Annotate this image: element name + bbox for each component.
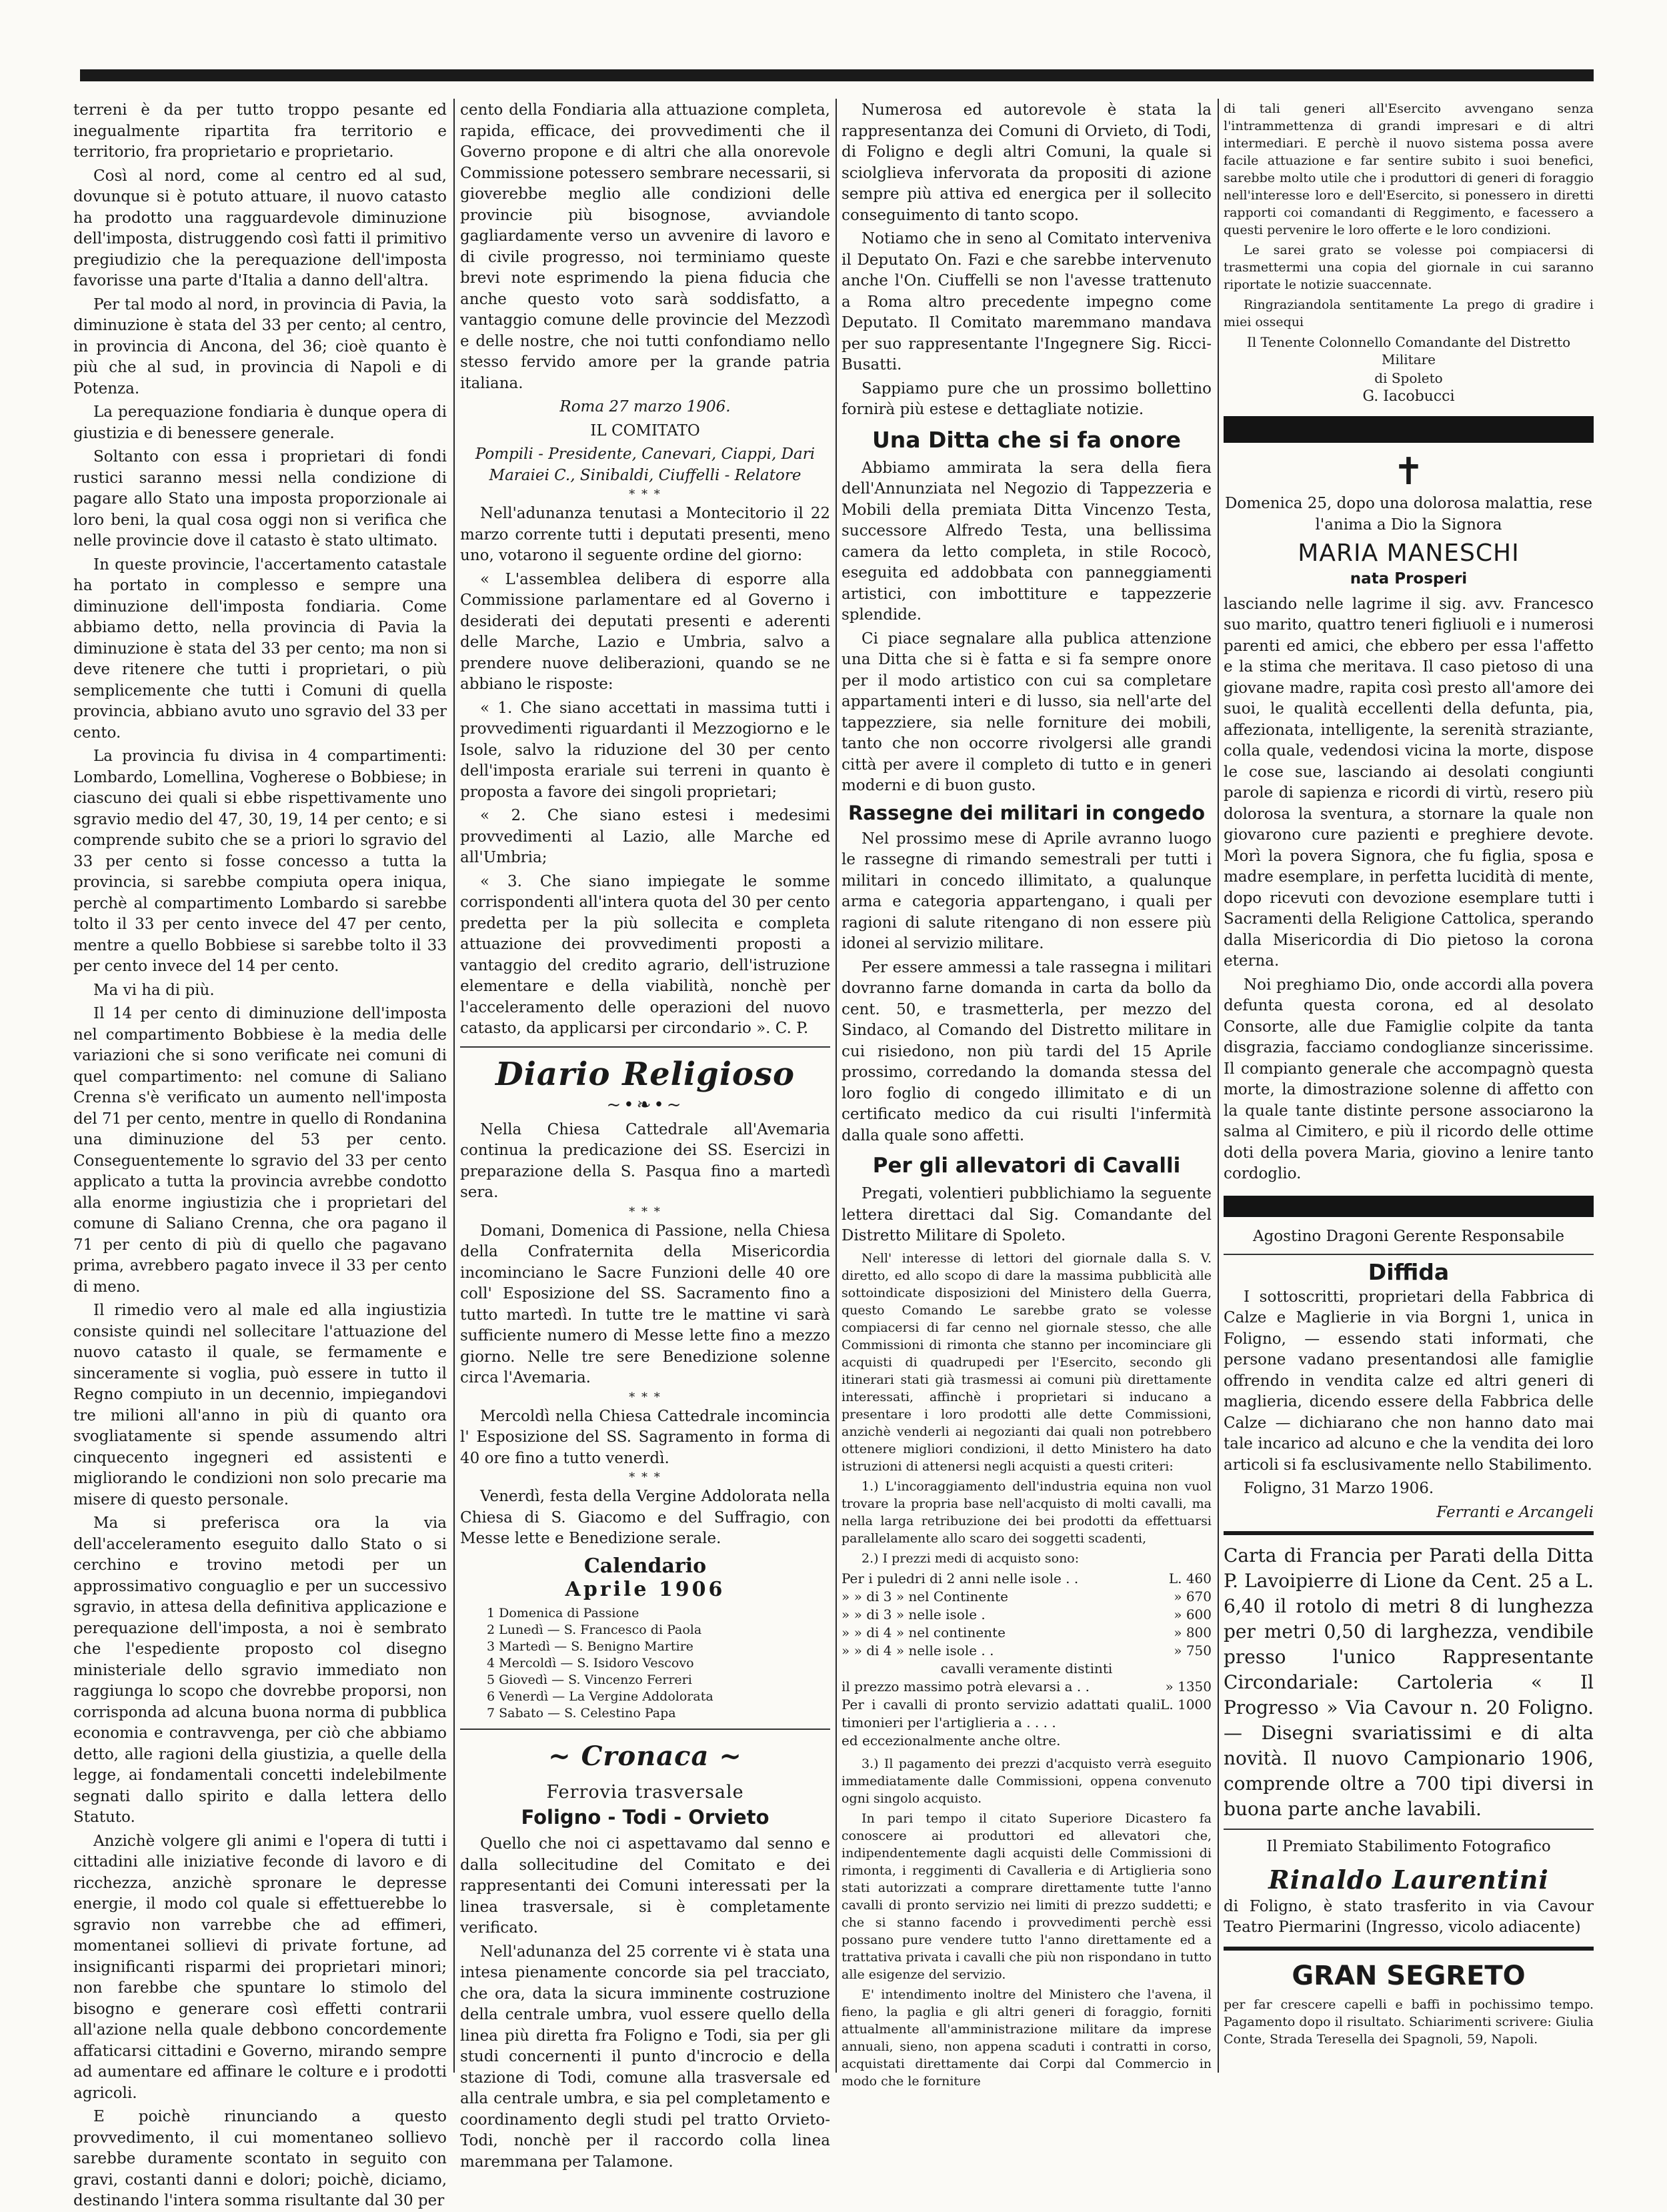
paragraph: Ma si preferisca ora la via dell'acceleramento eseguito dallo Stato o si cerchino e trovino metodi per un approssimativo conguaglio e per un successivo sgravio, in attesa della definitiva applicazione e perequazione dell'imposta, a noi è sembrato che l'espediente proposto col disegno ministeriale dello sgravio immediato non raggiunga lo scopo che dovrebbe proporsi, non corrisponda ad alcuna buona norma di pubblica economia e contravvenga, per ciò che abbiamo detto, alle ragioni della giustizia, a quelle della legge, ai fondamentali concetti indelebilmente segnati dallo spirito e dalla lettera dello Statuto. [73, 1514, 447, 1826]
committee-members: Pompili - Presidente, Canevari, Ciappi, Dari Maraiei C., Sinibaldi, Ciuffelli - Relatore [475, 445, 815, 484]
list-item: 2 Lunedì — S. Francesco di Paola [487, 1622, 702, 1637]
paragraph: Pregati, volentieri pubblichiamo la seguente lettera direttaci dal Sig. Comandante del Distretto Militare di Spoleto. [842, 1185, 1212, 1244]
list-item: 4 Mercoldì — S. Isidoro Vescovo [487, 1656, 694, 1671]
paragraph: « L'assemblea delibera di esporre alla Commissione parlamentare ed al Governo i desiderati dei deputati presenti e aderenti delle Marche, Lazio e Umbria, salvo a prendere nuove deliberazioni, quando se ne abbiano le risposte: [460, 570, 830, 693]
paragraph: 3.) Il pagamento dei prezzi d'acquisto verrà eseguito immediatamente dalle Commissioni, oppena convenuto ogni singolo acquisto. [842, 1756, 1212, 1806]
paragraph: Anzichè volgere gli animi e l'opera di tutti i cittadini alle iniziative feconde di lavoro e di ricchezza, anzichè spronare le depresse energie, il modo col quale si effettuerebbe lo sgravio non varrebbe che ad effimeri, momentanei sollievi di private fortune, ad insignificanti risparmi dei proprietari minori; non farebbe che spuntare lo stimolo del bisogno e generare così effetti contrarii all'azione nella quale debbono concordemente affaticarsi cittadini e Governo, mirando sempre ad aumentare ed affinare le colture e i prodotti agricoli. [73, 1832, 447, 2102]
paragraph: Nell'adunanza tenutasi a Montecitorio il 22 marzo corrente tutti i deputati presenti, meno uno, votarono il seguente ordine del giorno: [460, 505, 830, 564]
paragraph: 2.) I prezzi medi di acquisto sono: [862, 1550, 1080, 1566]
diario-heading: Diario Religioso [495, 1055, 795, 1093]
table-row [842, 1732, 1212, 1750]
table-cell: » » di 4 » nelle isole . . [842, 1642, 994, 1658]
price-table [842, 1570, 1212, 1750]
paragraph: Quello che noi ci aspettavamo dal senno e dalla sollecitudine del Comitato e dei rappresentanti dei Comuni interessati per la linea trasversale, si è completamente verificato. [460, 1835, 830, 1937]
separator-stars: * * * [629, 1390, 661, 1404]
paragraph: Per tal modo al nord, in provincia di Pavia, la diminuzione è stata del 33 per cento; al centro, in provincia di Ancona, del 36; cioè quanto è più che al sud, in provincia di Napoli e di Potenza. [73, 295, 447, 397]
gran-segreto-heading: GRAN SEGRETO [1292, 1960, 1526, 1991]
list-item: 1 Domenica di Passione [487, 1606, 639, 1620]
foto-line2: di Foligno, è stato trasferito in via Cavour Teatro Piermarini (Ingresso, vicolo adiacente) [1224, 1897, 1594, 1936]
calendar-list [487, 1605, 830, 1722]
signature-place: di Spoleto [1374, 370, 1443, 386]
paragraph: Così al nord, come al centro ed al sud, dovunque si è potuto attuare, il nuovo catasto ha prodotto una ragguardevole diminuzione dell'imposta, distruggendo così fatti il primitivo pregiudizio che la perequazione dell'imposta favorisse una parte d'Italia a danno dell'altra. [73, 167, 447, 289]
paragraph: La perequazione fondiaria è dunque opera di giustizia e di benessere generale. [73, 403, 447, 442]
table-row [842, 1678, 1212, 1696]
top-rule [80, 69, 1594, 81]
committee-heading: IL COMITATO [590, 421, 700, 439]
divider [1224, 1829, 1594, 1830]
table-cell: L. 1000 [1160, 1696, 1212, 1713]
paragraph: Nel prossimo mese di Aprile avranno luogo le rassegne di rimando semestrali per tutti i militari in concedo illimitato, a qualunque arma e categoria appartengano, i quali per ragioni di salute ritengano di non essere più idonei al servizio militare. [842, 830, 1212, 952]
paragraph: Nell' interesse di lettori del giornale dalla S. V. diretto, ed allo scopo di dare la massima pubblicità alle sottoindicate disposizioni del Ministero della Guerra, questo Comando Le sarebbe grato se volesse compiacersi di far cenno nel giornale stesso, che alle Commissioni di rimonta che stanno per incominciare gli acquisti di quadrupedi per l'Esercito, secondo gli itinerari stati già trasmessi ai comuni più direttamente interessati, affinchè i proprietari si inducano a presentare i loro prodotti alle dette Commissioni, anzichè venderli ai negozianti dai quali non potrebbero ottenere migliori condizioni, il detto Ministero ha dato istruzioni di attenersi negli acquisti a questi criteri: [842, 1250, 1212, 1474]
divider [1224, 1531, 1594, 1535]
paragraph: E' intendimento inoltre del Ministero che l'avena, il fieno, la paglia e gli altri generi di foraggio, forniti attualmente all'amministrazione militare da imprese annuali, sieno, non appena scaduti i contratti in corso, acquistati direttamente dai Corpi dal Commercio in modo che le forniture [842, 1987, 1212, 2089]
paragraph: Per essere ammessi a tale rassegna i militari dovranno farne domanda in carta da bollo da cent. 50, e trasmetterla, per mezzo del Sindaco, al Comando del Distretto militare in cui risiedono, non più tardi del 15 Aprile prossimo, corredando la domanda stessa del loro foglio di congedo illimitato e di un certificato medico da cui risulti l'infermità dalla quale sono affetti. [842, 958, 1212, 1144]
paragraph: Notiamo che in seno al Comitato interveniva il Deputato On. Fazi e che sarebbe intervenuto anche l'On. Ciuffelli se non l'avesse trattenuto a Roma altro precedente impegno come Deputato. Il Comitato maremmano mandava per suo rappresentante l'Ingegnere Sig. Ricci-Busatti. [842, 230, 1212, 373]
column-2 [460, 100, 830, 2171]
paragraph: « 2. Che siano estesi i medesimi provvedimenti al Lazio, alle Marche ed all'Umbria; [460, 807, 830, 866]
cross-icon: ✝ [1393, 450, 1424, 493]
column-divider [1218, 99, 1219, 2073]
paragraph: « 3. Che siano impiegate le somme corrispondenti all'intera quota del 30 per cento predetta per la più sollecita e completa attuazione dei provvedimenti proposti a vantaggio del credito agrario, dell'istruzione elementare e della viabilità, nonchè per l'acceleramento delle operazioni del nuovo catasto, da applicarsi per circondario ». C. P. [460, 872, 830, 1037]
table-row [842, 1570, 1212, 1588]
foto-name: Rinaldo Laurentini [1268, 1864, 1549, 1895]
column-1 [73, 100, 447, 2209]
list-item: 7 Sabato — S. Celestino Papa [487, 1706, 676, 1721]
table-cell: » 800 [1174, 1624, 1212, 1640]
mourning-bar [1224, 1196, 1594, 1217]
diffida-heading: Diffida [1368, 1259, 1450, 1285]
paragraph: Il 14 per cento di diminuzione dell'imposta nel compartimento Bobbiese è la media delle variazioni che si sono verificate nei comuni di quel compartimento: nel comune di Saliano Crenna s'è verificato un aumento nell'imposta del 71 per cento, mentre in quello di Rondanina una diminuzione del 53 per cento. Conseguentemente lo sgravio del 33 per cento applicato a tutta la provincia avrebbe condotto alla enorme ingiustizia che i proprietari del comune di Saliano Crenna, che ora pagano il 71 per cento di più di quello che pagavano prima, avrebbero pagato invece il 33 per cento di meno. [73, 1005, 447, 1296]
paragraph: Le sarei grato se volesse poi compiacersi di trasmettermi una copia del giornale in cui saranno riportate le notizie suaccennate. [1224, 243, 1594, 292]
paragraph: Ma vi ha di più. [93, 981, 215, 999]
column-4 [1224, 100, 1594, 2101]
paragraph: Il rimedio vero al male ed alla ingiustizia consiste quindi nel sollecitare l'attuazione del nuovo catasto il quale, se fermamente e sinceramente si voglia, può essere in tutto il Regno compiuto in un decennio, impiegandovi tre milioni all'anno in più di quanto ora svogliatamente si spende assumendo altri cinquecento ingegneri ed assistenti e migliorando le condizioni non solo precarie ma misere di questo personale. [73, 1302, 447, 1508]
table-cell: » » di 4 » nel continente [842, 1624, 1006, 1640]
calendario-subheading: Aprile 1906 [565, 1577, 725, 1601]
paragraph: In queste provincie, l'accertamento catastale ha portato in complesso e sempre una diminuzione dell'imposta fondiaria. Come abbiamo detto, nella provincia di Pavia la diminuzione è stata del 33 per cento; ma non si deve ritenere che tutti i proprietari, o più semplicemente che tutti i Comuni di quella provincia, abbiano avuto uno sgravio del 33 per cento. [73, 556, 447, 742]
diffida-signers: Ferranti e Arcangeli [1436, 1503, 1594, 1521]
column-divider [453, 99, 455, 2073]
paragraph: « 1. Che siano accettati in massima tutti i provvedimenti riguardanti il Mezzogiorno e le Isole, salvo la riduzione del 30 per cento dell'imposta erariale sui terreni in quanto è proposta a favore dei singoli proprietari; [460, 699, 830, 801]
table-row [842, 1642, 1212, 1660]
cavalli-heading: Per gli allevatori di Cavalli [872, 1154, 1181, 1178]
signature-title: Il Tenente Colonnello Comandante del Distretto Militare [1246, 334, 1571, 367]
paragraph: lasciando nelle lagrime il sig. avv. Francesco suo marito, quattro teneri figliuoli e i numerosi parenti ed amici, che ebbero per essa l'affetto e la stima che meritava. Il caso pietoso di una giovane madre, rapita così presto all'amore dei suoi, le qualità eccellenti della defunta, pia, affezionata, intelligente, la serenità straziante, colla quale, vedendosi vicina la morte, dispose le cose sue, lasciando ai desolati congiunti parole di sapienza e ricordi di virtù, resero più dolorosa la sventura, a stornare la quale non giovarono cure pazienti e preghiere devote. Morì la povera Signora, che fu figlia, sposa e madre esemplare, in perfetta lucidità di mente, dopo ricevuti con devozione esemplare tutti i Sacramenti della Religione Cattolica, sperando dalla Misericordia di Dio pietoso la corona eterna. [1224, 595, 1594, 970]
paragraph: La provincia fu divisa in 4 compartimenti: Lombardo, Lomellina, Vogherese o Bobbiese; in ciascuno dei quali si ebbe rispettivamente uno sgravio medio del 47, 30, 19, 14 per cento; e si comprende subito che se a priori lo sgravio del 33 per cento si fosse concesso a tutta la provincia, si sarebbe compiuta opera iniqua, perchè al compartimento Lombardo si sarebbe tolto il 33 per cento invece del 47 per cento, mentre a quello Bobbiese si sarebbe tolto il 33 per cento invece del 14 per cento. [73, 748, 447, 975]
gerente-line: Agostino Dragoni Gerente Responsabile [1253, 1227, 1564, 1245]
paragraph: Nella Chiesa Cattedrale all'Avemaria continua la predicazione dei SS. Esercizi in preparazione della S. Pasqua fino a martedì sera. [460, 1120, 830, 1201]
table-cell: Per i cavalli di pronto servizio adattati quali timonieri per l'artiglieria a . . . . [842, 1696, 1161, 1731]
divider [460, 1729, 830, 1730]
paragraph: Noi preghiamo Dio, onde accordi alla povera defunta questa corona, ed al desolato Consorte, alle due Famiglie colpite da tanta disgrazia, facciamo condoglianze sincerissime. Il compianto generale che accompagnò questa morte, la dimostrazione solenne di affetto con la quale tante distinte persone associarono la salma al Cimitero, e più il ricordo delle ottime doti della povera Maria, giovino a lenire tanto cordoglio. [1224, 976, 1594, 1182]
paragraph: E poichè rinunciando a questo provvedimento, il cui momentaneo sollievo sarebbe duramente scontato in seguito con gravi, costanti danni e dolori; poichè, diciamo, destinando l'intera somma risultante dal 30 per [73, 2108, 447, 2209]
table-cell: Per i puledri di 2 anni nelle isole . . [842, 1570, 1079, 1586]
table-cell: » 1350 [1165, 1678, 1212, 1695]
paragraph: Mercoldì nella Chiesa Cattedrale incomincia l' Esposizione del SS. Sagramento in forma di 40 ore fino a tutto venerdì. [460, 1407, 830, 1467]
table-row [842, 1624, 1212, 1642]
table-cell: cavalli veramente distinti [940, 1660, 1113, 1677]
paragraph: cento della Fondiaria alla attuazione completa, rapida, efficace, dei provvedimenti che il Governo propone e di altri che alla onorevole Commissione potessero sembrare necessarii, si gioverebbe meglio alle condizioni delle provincie più bisognose, avviandole gagliardamente verso un avvenire di lavoro e di civile progresso, noi terminiamo queste brevi note esprimendo la piena fiducia che anche questo voto sarà soddisfatto, a vantaggio comune delle provincie del Mezzodì e delle nostre, che noi tutti confondiamo nello stesso fervido amore per la grande patria italiana. [460, 101, 830, 392]
paragraph: In pari tempo il citato Superiore Dicastero fa conoscere ai produttori ed allevatori che, indipendentemente dagli acquisti delle Commissioni di rimonta, i reggimenti di Cavalleria e di Artiglieria sono stati autorizzati a comprare direttamente tutte l'anno cavalli di pronto servizio nei limiti di prezzo suddetti; e che si stanno facendo i provvedimenti perchè essi possano pure vendere tutto l'anno direttamente ed a trattativa privata i cavalli che più non rispondano in tutto alle esigenze del servizio. [842, 1811, 1212, 1982]
ferrovia-heading: Ferrovia trasversale [546, 1782, 744, 1803]
table-cell: » 670 [1174, 1588, 1212, 1604]
table-cell: » 750 [1174, 1642, 1212, 1658]
table-cell: ed eccezionalmente anche oltre. [842, 1732, 1061, 1749]
table-row [842, 1696, 1212, 1732]
ditta-heading: Una Ditta che si fa onore [872, 426, 1182, 453]
ferrovia-subheading: Foligno - Todi - Orvieto [521, 1806, 769, 1829]
paragraph: Ringraziandola sentitamente La prego di gradire i miei ossequi [1224, 297, 1594, 329]
table-cell: L. 460 [1168, 1570, 1212, 1586]
diffida-date: Foligno, 31 Marzo 1906. [1244, 1480, 1434, 1497]
table-cell: » 600 [1174, 1606, 1212, 1622]
calendario-heading: Calendario [583, 1554, 707, 1578]
paragraph: Soltanto con essa i proprietari di fondi rustici saranno messi nella condizione di pagare allo Stato una imposta proporzionale ai loro beni, la qual cosa oggi non si verifica che nelle provincie dove il catasto è stato ultimato. [73, 448, 447, 549]
paragraph: I sottoscritti, proprietari della Fabbrica di Calze e Maglierie in via Borgni 1, unica in Foligno, — essendo stati informati, che persone vadano presentandosi alle famiglie offrendo in vendita calze ed altri generi di maglieria, dicendo essere della Fabbrica delle Calze — dichiarano che non hanno dato mai tale incarico ad alcuno e che la vendita dei loro articoli si fa esclusivamente nello Stabilimento. [1224, 1288, 1594, 1474]
signature-name: G. Iacobucci [1362, 388, 1455, 405]
paragraph: Nell'adunanza del 25 corrente vi è stata una intesa pienamente concorde sia pel tracciato, che ora, data la sicura imminente costruzione della centrale umbra, vuol essere quello della linea più diretta fra Foligno e Todi, sia per gli studi concernenti il punto d'incrocio e della stazione di Todi, comune alla trasversale ed alla centrale umbra, e sia pel completamento e coordinamento degli studi pel tratto Orvieto-Todi, nonchè per il raccordo colla linea maremmana per Talamone. [460, 1943, 830, 2171]
table-row [842, 1660, 1212, 1678]
table-row [842, 1606, 1212, 1624]
separator-stars: * * * [629, 487, 661, 501]
obituary-intro: Domenica 25, dopo una dolorosa malattia, rese l'anima a Dio la Signora [1224, 495, 1592, 533]
list-item: 5 Giovedì — S. Vincenzo Ferreri [487, 1673, 692, 1687]
mourning-bar [1224, 416, 1594, 443]
cronaca-ornament-heading: ~ Cronaca ~ [548, 1741, 742, 1772]
paragraph: Abbiamo ammirata la sera della fiera dell'Annunziata nel Negozio di Tappezzeria e Mobili della premiata Ditta Vincenzo Testa, successore Alfredo Testa, una bellissima camera da letto completa, in stile Rococò, eseguita ed addobbata con panneggiamenti artistici, con imbottiture e tappezzerie splendide. [842, 459, 1212, 624]
separator-stars: * * * [629, 1204, 661, 1219]
obituary-name: MARIA MANESCHI [1298, 539, 1520, 567]
paragraph: Venerdì, festa della Vergine Addolorata nella Chiesa di S. Giacomo e del Suffragio, con Messe lette e Benedizione serale. [460, 1488, 830, 1547]
list-item: 6 Venerdì — La Vergine Addolorata [487, 1689, 713, 1704]
rassegne-heading: Rassegne dei militari in congedo [848, 801, 1206, 824]
obituary-subname: nata Prosperi [1350, 570, 1468, 588]
gran-segreto-text: per far crescere capelli e baffi in pochissimo tempo. Pagamento dopo il risultato. Schiarimenti scrivere: Giulia Conte, Strada Teresella dei Spagnoli, 59, Napoli. [1224, 1997, 1594, 2047]
table-cell: » » di 3 » nel Continente [842, 1588, 1009, 1604]
paragraph: 1.) L'incoraggiamento dell'industria equina non vuol trovare la propria base nell'acquisto di molti cavalli, ma nella larga retribuzione dei bei prodotti da effettuarsi parallelamente allo scaro dei soggetti scadenti, [842, 1478, 1212, 1546]
divider [460, 1046, 830, 1048]
divider [1224, 1947, 1594, 1951]
paragraph: di tali generi all'Esercito avvengano senza l'intrammettenza di grandi impresari e di altri intermediari. E perchè il nuovo sistema possa avere facile attuazione e far sentire subito i suoi benefici, sarebbe molto utile che i produttori di generi di foraggio nell'interesse loro e dell'Esercito, si ponessero in diretti rapporti coi comandanti di Reggimento, e facessero a questi pervenire le loro offerte e le loro condizioni. [1224, 101, 1594, 237]
paragraph: Sappiamo pure che un prossimo bollettino fornirà più estese e dettagliate notizie. [842, 379, 1212, 418]
paragraph: Domani, Domenica di Passione, nella Chiesa della Confraternita della Misericordia incominciano le Sacre Funzioni delle 40 ore coll' Esposizione del SS. Sacramento fino a tutto martedì. In tutte tre le mattine vi sarà sufficiente numero di Messe lette fino a mezzo giorno. Nelle tre sere Benedizione solenne circa l'Avemaria. [460, 1222, 830, 1386]
separator-stars: * * * [629, 1470, 661, 1484]
divider [1224, 1254, 1594, 1255]
column-divider [836, 99, 837, 2073]
carta-advert: Carta di Francia per Parati della Ditta P. Lavoipierre di Lione da Cent. 25 a L. 6,40 il rotolo di metri 8 di lunghezza per metri 0,50 di larghezza, vendibile presso l'unico Rappresentante Circondariale: Cartoleria « Il Progresso » Via Cavour n. 20 Foligno. — Disegni svariatissimi e di alta novità. Il nuovo Campionario 1906, comprende oltre a 700 tipi diversi in buona parte anche lavabili. [1224, 1544, 1594, 1820]
list-item: 3 Martedì — S. Benigno Martire [487, 1639, 693, 1654]
paragraph: Ci piace segnalare alla publica attenzione una Ditta che si è fatta e si fa sempre onore per il modo artistico con cui sa completare appartamenti interi e di lusso, sia nell'arte del tappezziere, sia nelle forniture dei mobili, tanto che non occorre rivolgersi alle grandi città per avere il completo di tutto e in generi moderni e di buon gusto. [842, 630, 1212, 794]
column-3 [842, 100, 1212, 2101]
paragraph: terreni è da per tutto troppo pesante ed inegualmente ripartita fra territorio e territorio, fra proprietario e proprietario. [73, 101, 447, 161]
dateline: Roma 27 marzo 1906. [559, 398, 731, 415]
table-cell: » » di 3 » nelle isole . [842, 1606, 986, 1622]
paragraph: Numerosa ed autorevole è stata la rappresentanza dei Comuni di Orvieto, di Todi, di Foligno e degli altri Comuni, la quale si sciolglieva infervorata da propositi di azione sempre più attiva ed energica per il sollecito conseguimento di tanto scopo. [842, 101, 1212, 224]
ornament-icon: ~•❧•~ [606, 1094, 684, 1115]
table-row [842, 1588, 1212, 1606]
table-cell: il prezzo massimo potrà elevarsi a . . [842, 1678, 1090, 1695]
foto-line1: Il Premiato Stabilimento Fotografico [1266, 1838, 1551, 1855]
